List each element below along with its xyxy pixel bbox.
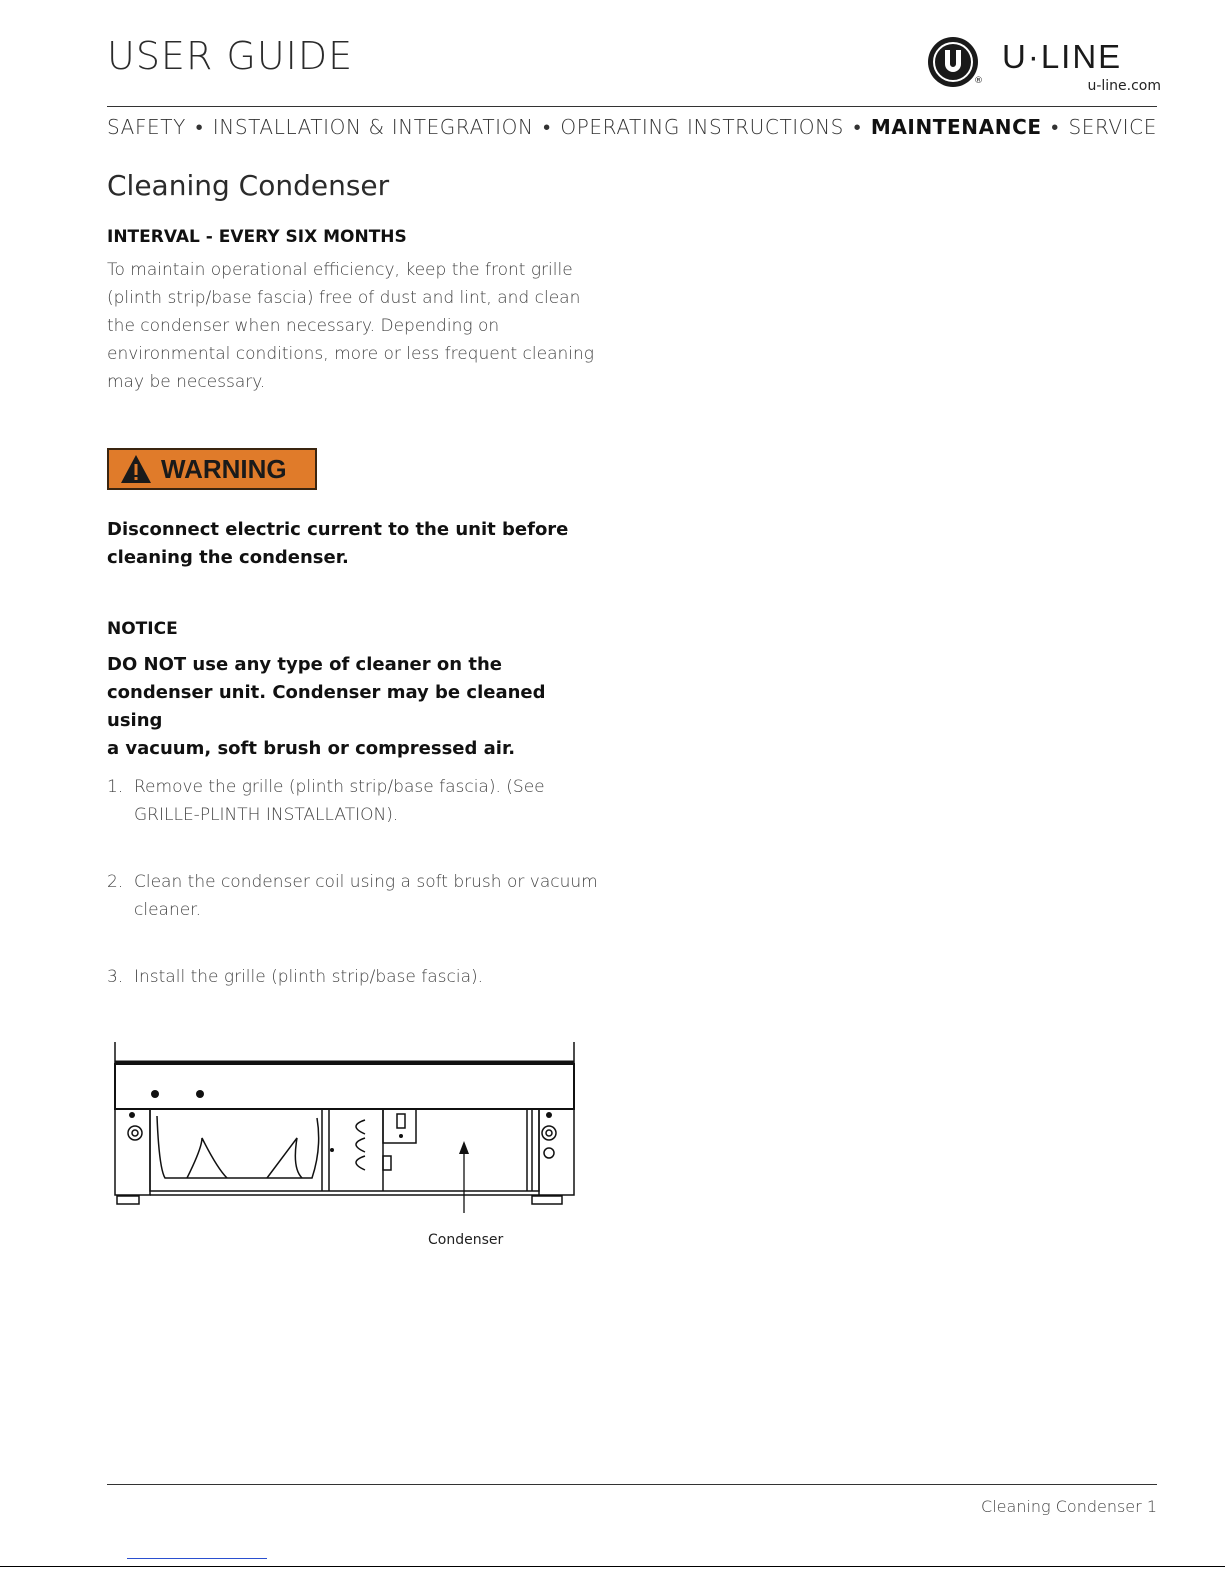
nav-separator: • xyxy=(543,115,551,139)
section-nav xyxy=(107,115,1157,140)
nav-separator: • xyxy=(853,115,862,139)
intro-line: the condenser when necessary. Depending on xyxy=(107,316,500,336)
step-number: 2. xyxy=(107,872,124,892)
notice-line: a vacuum, soft brush or compressed air. xyxy=(107,738,516,759)
step-text: Clean the condenser coil using a soft brush or vacuum xyxy=(134,872,598,892)
step-item xyxy=(107,773,607,829)
section-title: Cleaning Condenser xyxy=(107,169,390,202)
header-divider xyxy=(107,106,1157,107)
page-title: USER GUIDE xyxy=(107,34,354,78)
logo-wordmark: U·LINE xyxy=(1002,38,1123,75)
warning-badge xyxy=(107,448,317,490)
notice-heading: NOTICE xyxy=(107,619,178,639)
notice-text xyxy=(107,651,607,763)
step-number: 1. xyxy=(107,777,124,797)
footer-page-label: Cleaning Condenser 1 xyxy=(981,1497,1157,1516)
nav-item-service[interactable]: SERVICE xyxy=(1068,115,1157,139)
page-bottom-edge xyxy=(0,1566,1225,1567)
step-text: cleaner. xyxy=(134,900,202,920)
step-text: Install the grille (plinth strip/base fascia). xyxy=(134,967,484,987)
warning-triangle-icon xyxy=(119,453,153,485)
warning-text xyxy=(107,516,607,572)
step-text: GRILLE-PLINTH INSTALLATION). xyxy=(134,805,399,825)
nav-separator: • xyxy=(195,115,204,139)
intro-line: may be necessary. xyxy=(107,372,266,392)
logo-url[interactable]: u-line.com xyxy=(1087,78,1161,94)
step-text: Remove the grille (plinth strip/base fascia). (See xyxy=(134,777,545,797)
footer-divider xyxy=(107,1484,1157,1485)
nav-separator: • xyxy=(1051,115,1059,139)
nav-item-maintenance[interactable]: MAINTENANCE xyxy=(870,115,1042,139)
warning-line: Disconnect electric current to the unit before xyxy=(107,519,569,540)
figure-caption: Condenser xyxy=(428,1232,504,1248)
intro-line: (plinth strip/base fascia) free of dust and lint, and clean xyxy=(107,288,581,308)
condenser-diagram xyxy=(107,1038,582,1213)
intro-line: To maintain operational efficiency, keep the front grille xyxy=(107,260,573,280)
notice-line: DO NOT use any type of cleaner on the xyxy=(107,654,502,675)
step-item xyxy=(107,963,607,991)
link-underline[interactable] xyxy=(127,1558,267,1559)
notice-line: condenser unit. Condenser may be cleaned using xyxy=(107,682,546,731)
nav-item-safety[interactable]: SAFETY xyxy=(107,115,186,139)
interval-heading: INTERVAL - EVERY SIX MONTHS xyxy=(107,227,407,247)
nav-item-installation[interactable]: INSTALLATION & INTEGRATION xyxy=(212,115,534,139)
nav-item-operating[interactable]: OPERATING INSTRUCTIONS xyxy=(560,115,844,139)
step-number: 3. xyxy=(107,967,124,987)
brand-logo xyxy=(926,34,1161,94)
step-item xyxy=(107,868,607,924)
intro-paragraph xyxy=(107,256,597,396)
registered-mark: ® xyxy=(974,76,983,86)
intro-line: environmental conditions, more or less frequent cleaning xyxy=(107,344,594,364)
warning-label: WARNING xyxy=(161,453,287,484)
warning-line: cleaning the condenser. xyxy=(107,547,349,568)
